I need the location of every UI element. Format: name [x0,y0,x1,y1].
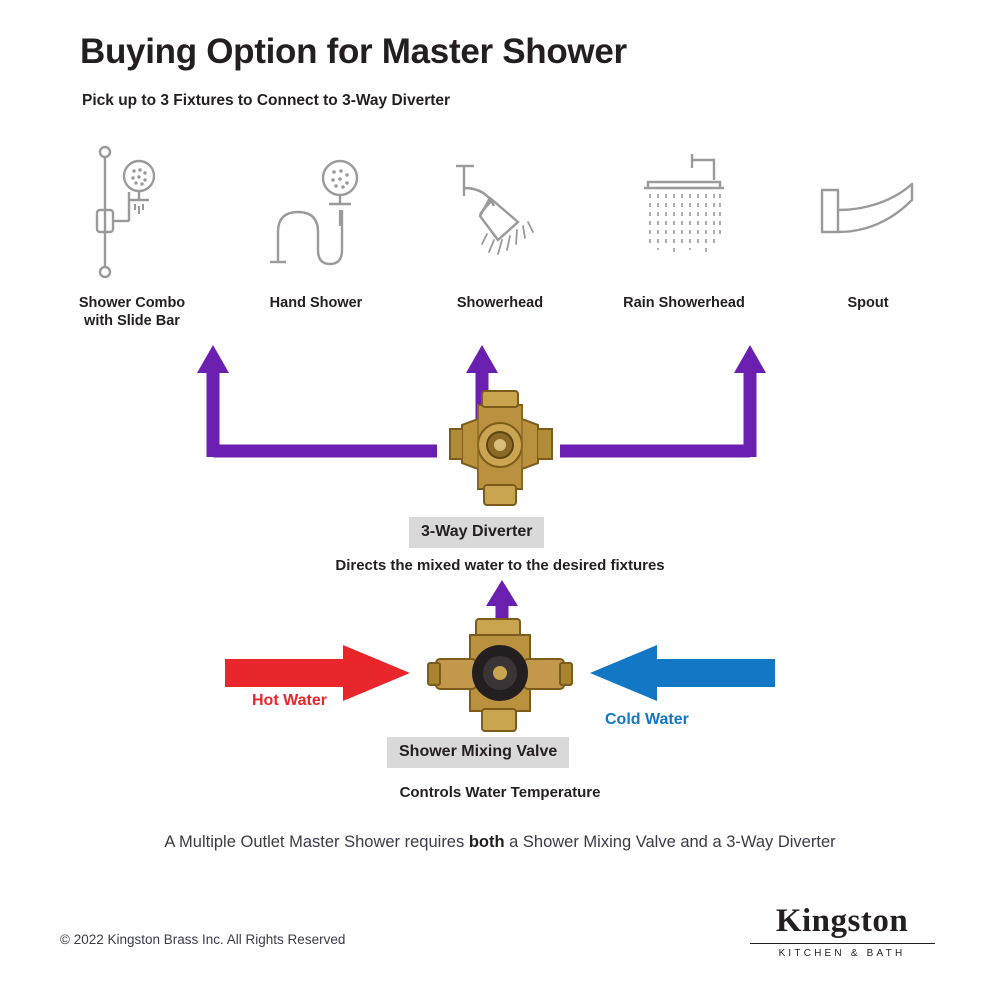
fixture-showerhead [408,140,592,350]
cold-water-label: Cold Water [605,711,689,728]
page-subtitle: Pick up to 3 Fixtures to Connect to 3-Way Diverter [82,92,451,109]
fixture-label-line2: with Slide Bar [84,313,180,330]
page-title: Buying Option for Master Shower [80,32,627,71]
diverter-label: 3-Way Diverter [409,517,544,548]
fixture-label-line1: Shower Combo [78,295,186,311]
shower-mixing-valve-illustration [418,615,583,740]
brand-tagline: KITCHEN & BATH [778,948,906,959]
fixture-rain-showerhead [592,140,776,350]
note-part-1: A Multiple Outlet Master Shower requires [164,833,469,851]
note-part-2: a Shower Mixing Valve and a 3-Way Diverter [504,833,836,851]
rain-showerhead-icon [614,140,754,280]
fixture-row [40,140,960,350]
fixture-label-showerhead: Showerhead [456,295,544,311]
cold-water-arrow [590,645,775,701]
brand-divider [750,943,935,944]
fixture-label-hand-shower: Hand Shower [269,295,363,311]
spout-icon [808,140,928,280]
diverter-caption: Directs the mixed water to the desired fixtures [335,557,665,574]
brand-name: Kingston [775,903,909,939]
shower-combo-icon [77,140,187,280]
mixing-valve-caption: Controls Water Temperature [399,784,601,801]
fixture-label-rain-showerhead: Rain Showerhead [623,295,745,311]
copyright-text: © 2022 Kingston Brass Inc. All Rights Reserved [60,932,346,947]
fixture-label-spout: Spout [847,295,889,311]
requirement-note [0,833,1000,852]
fixture-hand-shower [224,140,408,350]
fixture-spout [776,140,960,350]
fixture-label-shower-combo [79,294,185,330]
three-way-diverter-illustration [420,385,580,510]
fixture-shower-combo [40,140,224,350]
note-bold: both [468,833,505,851]
brand-logo [742,905,942,959]
showerhead-icon [440,140,560,280]
hand-shower-icon [256,140,376,280]
mixing-valve-label: Shower Mixing Valve [387,737,569,768]
hot-water-label: Hot Water [252,692,327,709]
